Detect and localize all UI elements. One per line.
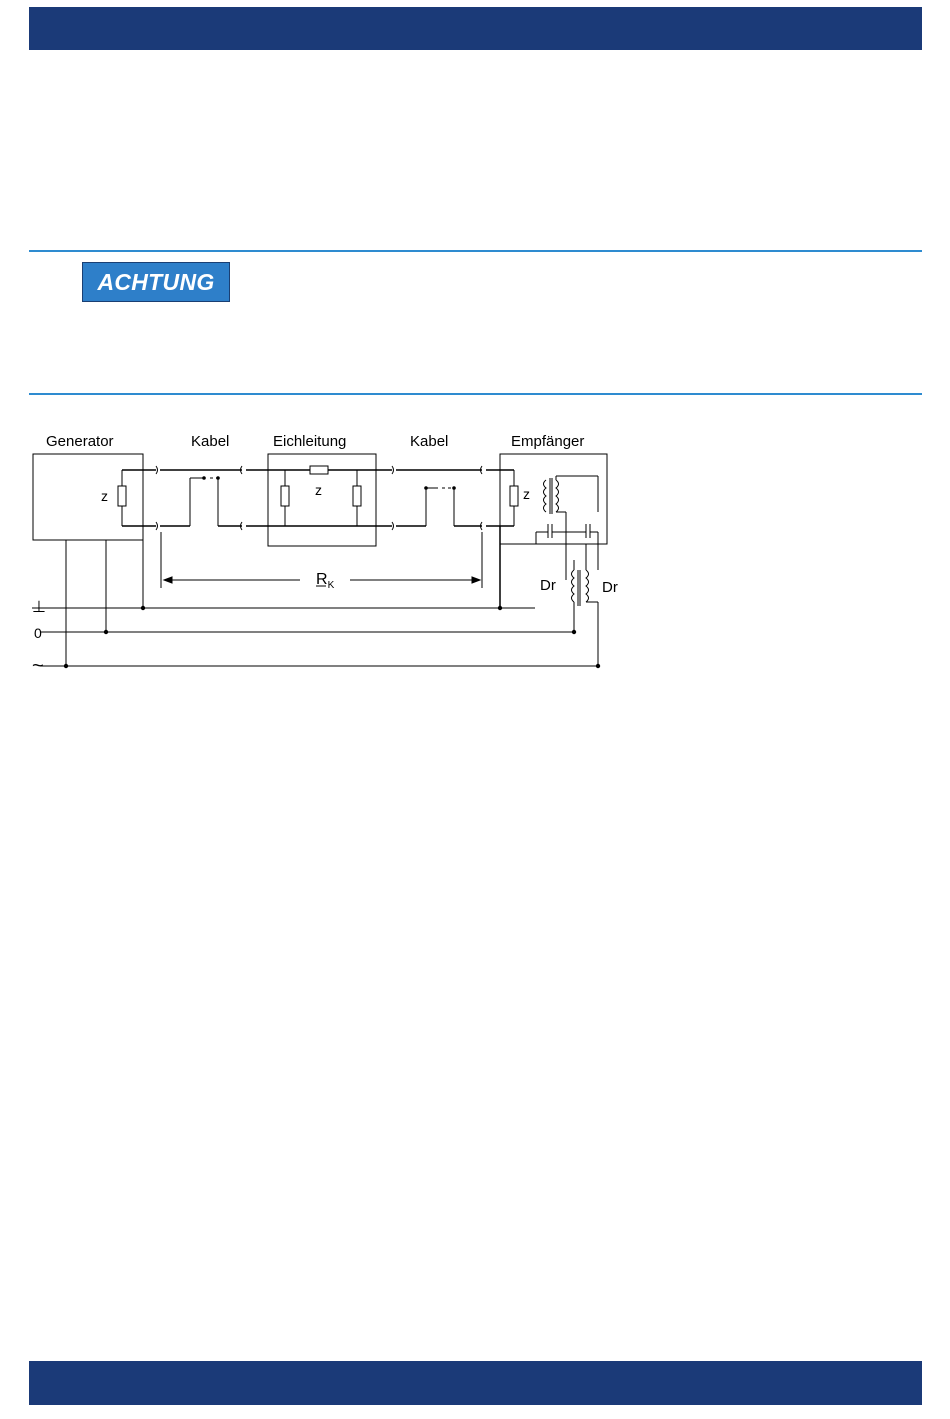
label-dr-left: Dr [540, 577, 556, 594]
generator-resistor [118, 486, 126, 506]
transformer-primary [544, 480, 547, 512]
label-rk: $R_K$ [316, 571, 335, 591]
empfaenger-box [500, 454, 607, 544]
ground-symbol: ⊥ [32, 599, 46, 616]
transformer-secondary [556, 480, 559, 512]
section-divider-bottom [29, 393, 922, 395]
eichleitung-shunt-resistor-right [353, 486, 361, 506]
warning-label: ACHTUNG [97, 268, 215, 295]
label-z-eichleitung: z [315, 482, 322, 498]
choke-right [586, 570, 589, 602]
choke-left [572, 570, 575, 602]
empfaenger-resistor [510, 486, 518, 506]
section-divider-top [29, 250, 922, 252]
label-kabel-2: Kabel [410, 433, 449, 450]
page-header-bar [29, 7, 922, 50]
label-eichleitung: Eichleitung [273, 433, 347, 450]
label-zero: 0 [34, 625, 42, 641]
label-kabel-1: Kabel [191, 433, 230, 450]
eichleitung-box [268, 454, 376, 546]
label-empfaenger: Empfänger [511, 433, 585, 450]
eichleitung-shunt-resistor-left [281, 486, 289, 506]
label-generator: Generator [46, 433, 114, 450]
eichleitung-series-resistor [310, 466, 328, 474]
page-footer-bar [29, 1361, 922, 1405]
label-dr-right: Dr [602, 579, 618, 596]
circuit-diagram [30, 420, 630, 680]
warning-badge [82, 262, 230, 302]
label-z-empfaenger: z [523, 486, 530, 502]
ac-symbol: ~ [32, 655, 44, 677]
label-z-generator: z [101, 488, 108, 504]
